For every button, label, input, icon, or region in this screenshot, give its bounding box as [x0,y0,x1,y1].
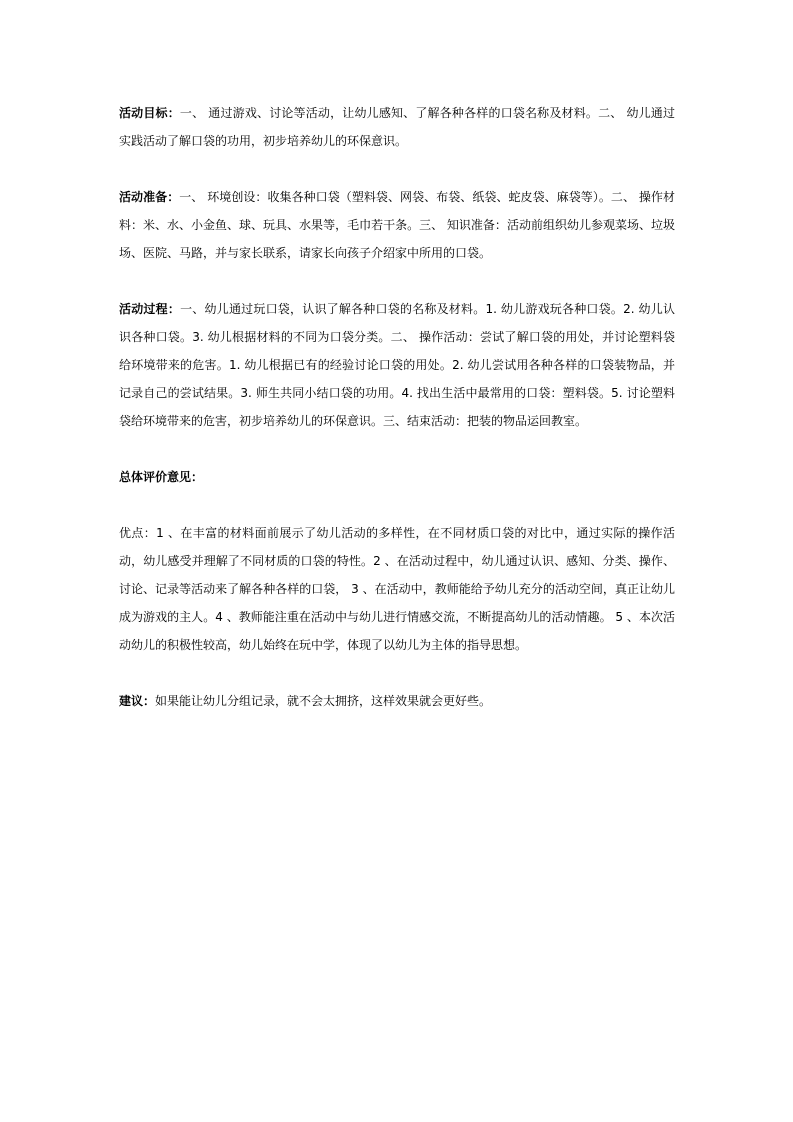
strengths-label: 优点： [119,526,157,540]
spacer [119,435,675,463]
strengths-paragraph [119,519,675,659]
suggestion-label: 建议： [119,694,156,708]
spacer [119,155,675,183]
activity-goal-paragraph [119,99,675,155]
activity-preparation-text: 一、 环境创设：收集各种口袋（塑料袋、网袋、布袋、纸袋、蛇皮袋、麻袋等）。二、 操作材料：米、水、小金鱼、球、玩具、水果等，毛巾若干条。三、 知识准备：活动前组织幼儿参观菜场、垃圾场、医院、马路，并与家长联系，请家长向孩子介绍家中所用的口袋。 [119,190,675,260]
spacer [119,659,675,687]
activity-goal-text: 一、 通过游戏、讨论等活动，让幼儿感知、了解各种各样的口袋名称及材料。二、 幼儿通过实践活动了解口袋的功用，初步培养幼儿的环保意识。 [119,106,675,148]
document-body [119,99,675,715]
evaluation-heading: 总体评价意见： [119,470,204,484]
activity-preparation-paragraph [119,183,675,267]
suggestion-paragraph [119,687,675,715]
activity-goal-label: 活动目标： [119,106,180,120]
strengths-text: 1 、在丰富的材料面前展示了幼儿活动的多样性，在不同材质口袋的对比中，通过实际的操作活动，幼儿感受并理解了不同材质的口袋的特性。2 、在活动过程中，幼儿通过认识、感知、分类、操作、讨论、记录等活动来了解各种各样的口袋， 3 、在活动中，教师能给予幼儿充分的活动空间，真正让幼儿成为游戏的主人。4 、教师能注重在活动中与幼儿进行情感交流，不断提高幼儿的活动情趣。 5 、本次活动幼儿的积极性较高，幼儿始终在玩中学，体现了以幼儿为主体的指导思想。 [119,526,675,652]
spacer [119,267,675,295]
activity-process-text: 一、幼儿通过玩口袋，认识了解各种口袋的名称及材料。1. 幼儿游戏玩各种口袋。2. 幼儿认识各种口袋。3. 幼儿根据材料的不同为口袋分类。二、 操作活动：尝试了解口袋的用处，并讨论塑料袋给环境带来的危害。1. 幼儿根据已有的经验讨论口袋的用处。2. 幼儿尝试用各种各样的口袋装物品，并记录自己的尝试结果。3. 师生共同小结口袋的功用。4. 找出生活中最常用的口袋：塑料袋。5. 讨论塑料袋给环境带来的危害，初步培养幼儿的环保意识。三、结束活动：把装的物品运回教室。 [119,302,675,428]
activity-preparation-label: 活动准备： [119,190,180,204]
spacer [119,491,675,519]
activity-process-paragraph [119,295,675,435]
activity-process-label: 活动过程： [119,302,181,316]
suggestion-text: 如果能让幼儿分组记录，就不会太拥挤，这样效果就会更好些。 [155,694,492,708]
